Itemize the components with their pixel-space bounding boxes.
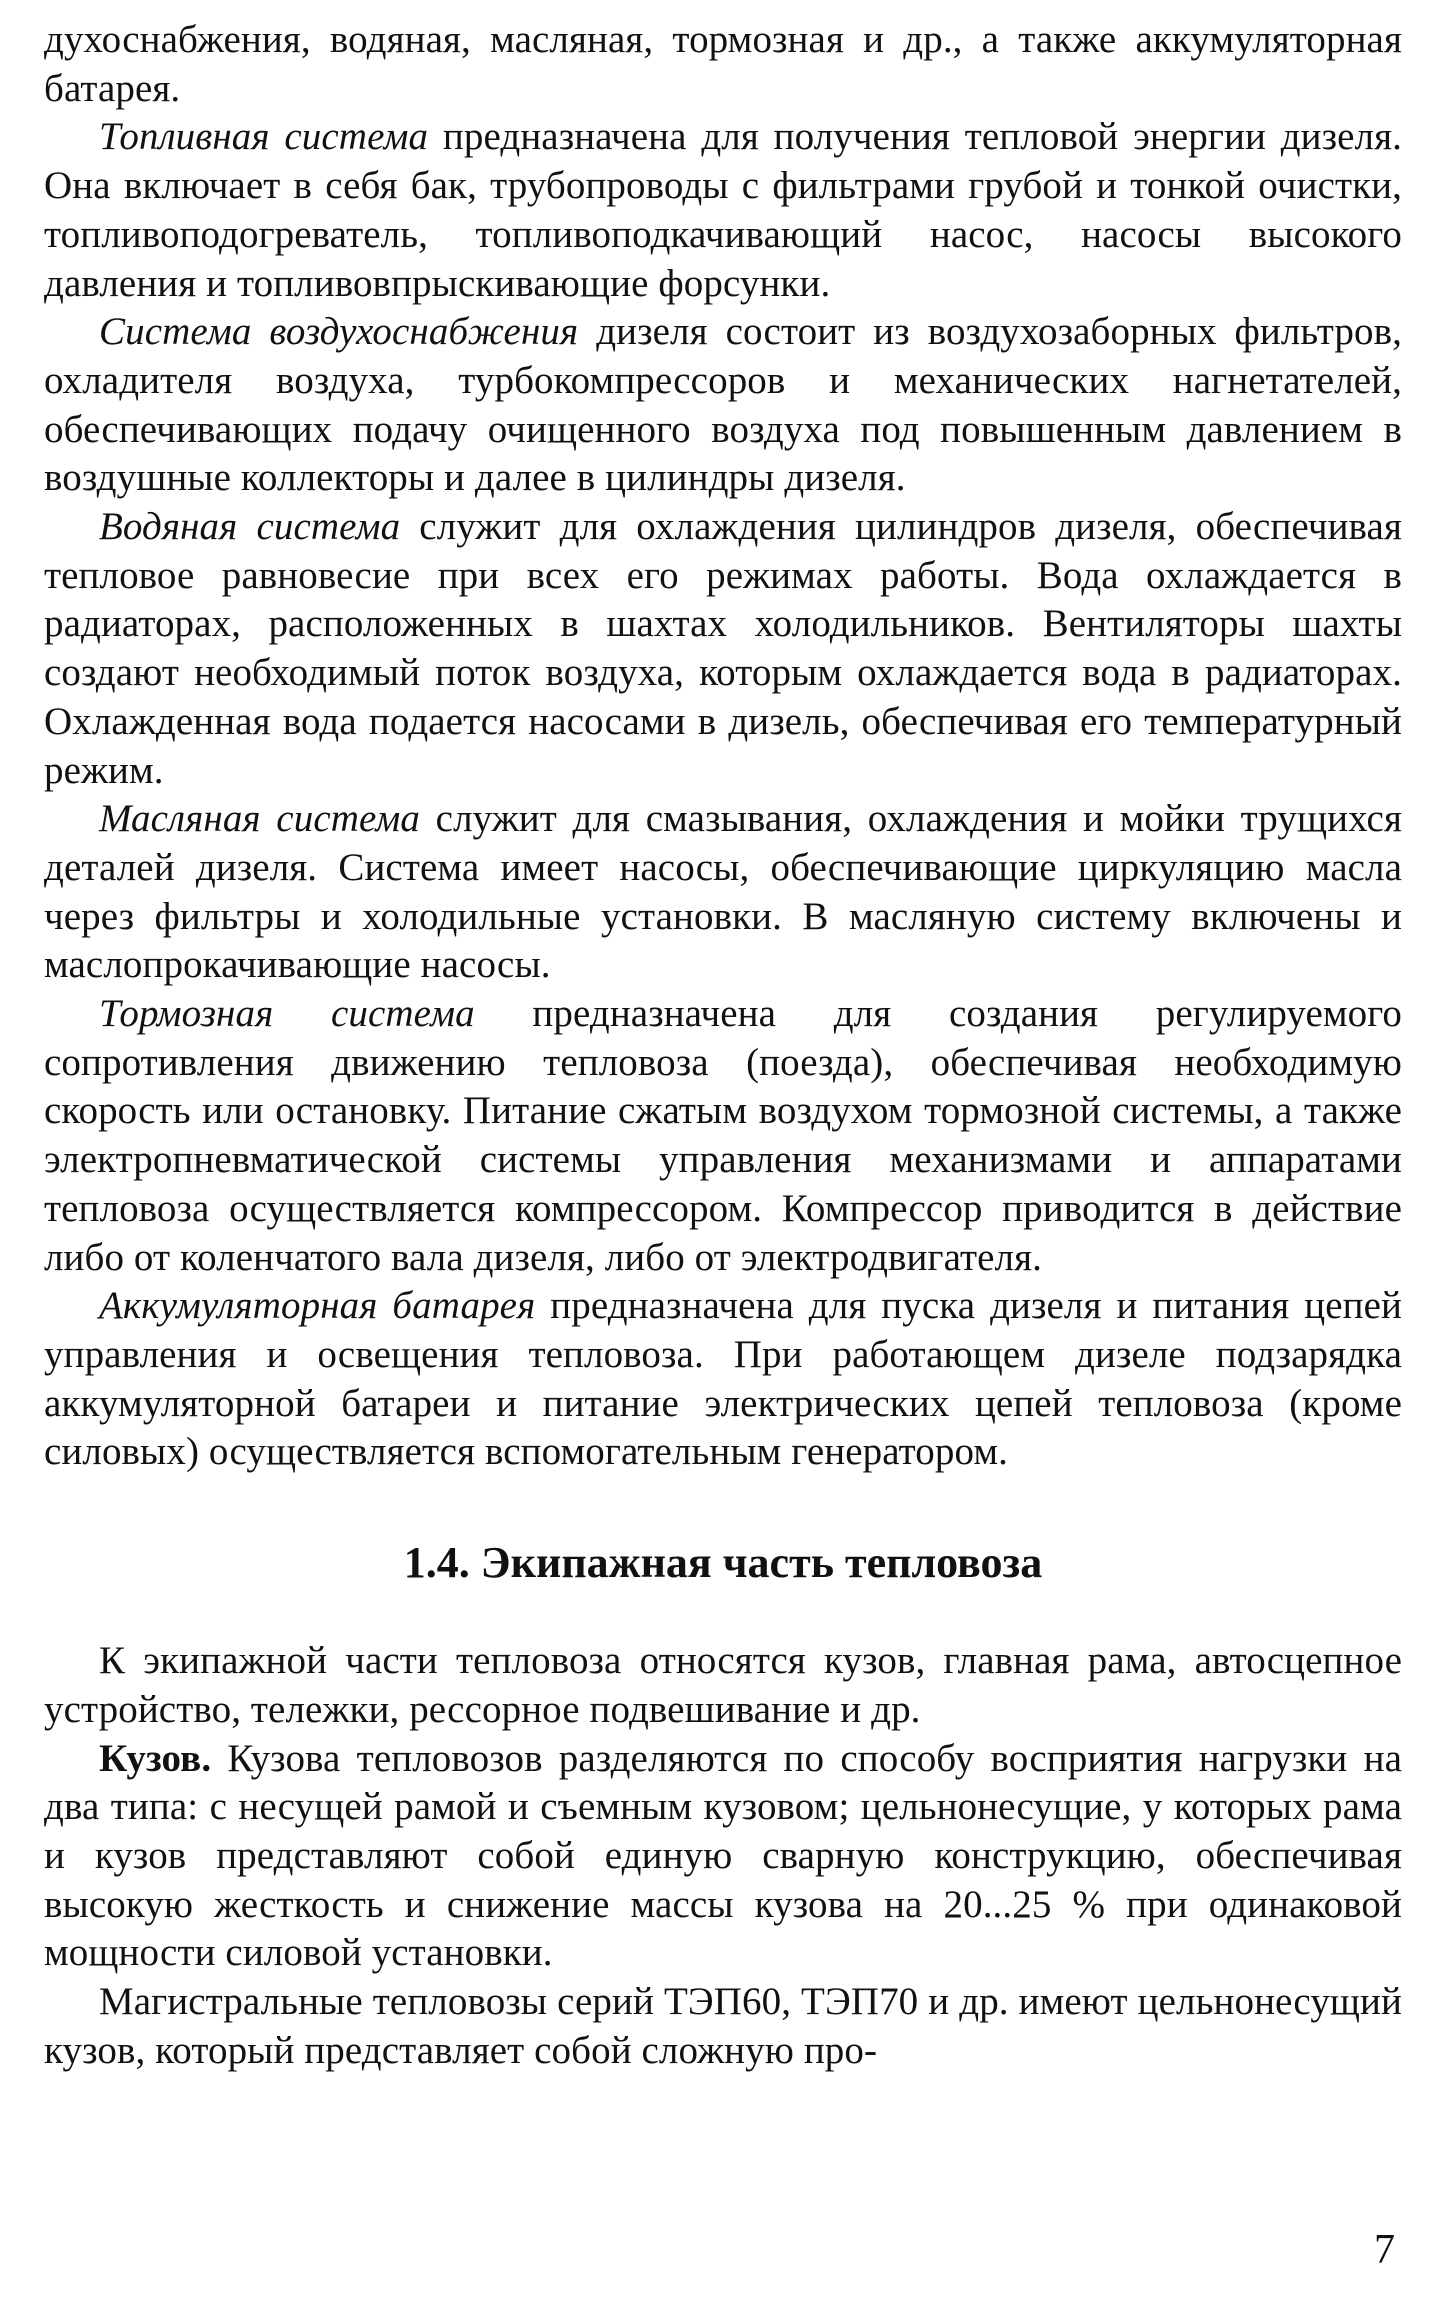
paragraph-term: Аккумуляторная батарея <box>99 1284 536 1328</box>
page-number: 7 <box>1374 2227 1395 2273</box>
section-heading: 1.4. Экипажная часть тепловоза <box>403 1538 1043 1588</box>
paragraph-text: предназначена для получения тепловой энергии дизеля. Она включает в себя бак, трубопроводы с фильтрами грубой и тонкой очистки, топливоподогреватель, топливоподкачивающий насос, насосы высокого давления и топливовпрыскивающие форсунки. <box>44 115 1403 305</box>
paragraph-text: К экипажной части тепловоза относятся кузов, главная рама, автосцепное устройство, тележки, рессорное подвешивание и др. <box>44 1639 1402 1731</box>
paragraph-text: духоснабжения, водяная, масляная, тормозная и др., а также аккумуляторная батарея. <box>44 18 1402 110</box>
paragraph-text: предназначена для создания регулируемого сопротивления движению тепловоза (поезда), обеспечивая необходимую скорость или остановку. Питание сжатым воздухом тормозной системы, а также электропневматической системы управления механизмами и аппаратами тепловоза осуществляется компрессором. Компрессор приводится в действие либо от коленчатого вала дизеля, либо от электродвигателя. <box>44 992 1403 1279</box>
paragraph-continuation <box>44 16 1402 113</box>
paragraph-term: Кузов. <box>99 1736 212 1780</box>
paragraph-body <box>44 1735 1402 1979</box>
paragraph-mainline-locomotives <box>44 1978 1402 2075</box>
paragraph-text: служит для охлаждения цилиндров дизеля, обеспечивая тепловое равновесие при всех его режимах работы. Вода охлаждается в радиаторах, расположенных в шахтах холодильников. Вентиляторы шахты создают необходимый поток воздуха, которым охлаждается вода в радиаторах. Охлажденная вода подается насосами в дизель, обеспечивая его температурный режим. <box>44 505 1402 792</box>
book-page <box>44 16 1402 2075</box>
paragraph-battery <box>44 1282 1402 1477</box>
paragraph-term: Тормозная система <box>99 992 475 1036</box>
top-section <box>44 16 1402 1477</box>
paragraph-water-system <box>44 503 1402 795</box>
paragraph-air-system <box>44 308 1402 503</box>
paragraph-text: Кузова тепловозов разделяются по способу восприятия нагрузки на два типа: с несущей рамой и съемным кузовом; цельнонесущие, у которых рама и кузов представляют собой единую сварную конструкцию, обеспечивая высокую жесткость и снижение массы кузова на 20...25 % при одинаковой мощности силовой установки. <box>44 1736 1402 1975</box>
paragraph-oil-system <box>44 795 1402 990</box>
paragraph-term: Топливная система <box>99 115 429 159</box>
paragraph-text: предназначена для пуска дизеля и питания цепей управления и освещения тепловоза. При работающем дизеле подзарядка аккумуляторной батареи и питание электрических цепей тепловоза (кроме силовых) осуществляется вспомогательным генератором. <box>44 1284 1402 1474</box>
paragraph-term: Масляная система <box>99 797 421 841</box>
paragraph-undercarriage-intro <box>44 1637 1402 1734</box>
paragraph-term: Система воздухоснабжения <box>99 310 579 354</box>
paragraph-brake-system <box>44 990 1402 1282</box>
paragraph-term: Водяная система <box>99 505 401 549</box>
paragraph-text: служит для смазывания, охлаждения и мойки трущихся деталей дизеля. Система имеет насосы, обеспечивающие циркуляцию масла через фильтры и холодильные установки. В масляную систему включены и маслопрокачивающие насосы. <box>44 797 1402 987</box>
bottom-section <box>44 1637 1402 2075</box>
paragraph-text: Магистральные тепловозы серий ТЭП60, ТЭП70 и др. имеют цельнонесущий кузов, который представляет собой сложную про- <box>44 1980 1402 2072</box>
paragraph-fuel-system <box>44 113 1402 308</box>
paragraph-text: дизеля состоит из воздухозаборных фильтров, охладителя воздуха, турбокомпрессоров и механических нагнетателей, обеспечивающих подачу очищенного воздуха под повышенным давлением в воздушные коллекторы и далее в цилиндры дизеля. <box>44 310 1402 500</box>
